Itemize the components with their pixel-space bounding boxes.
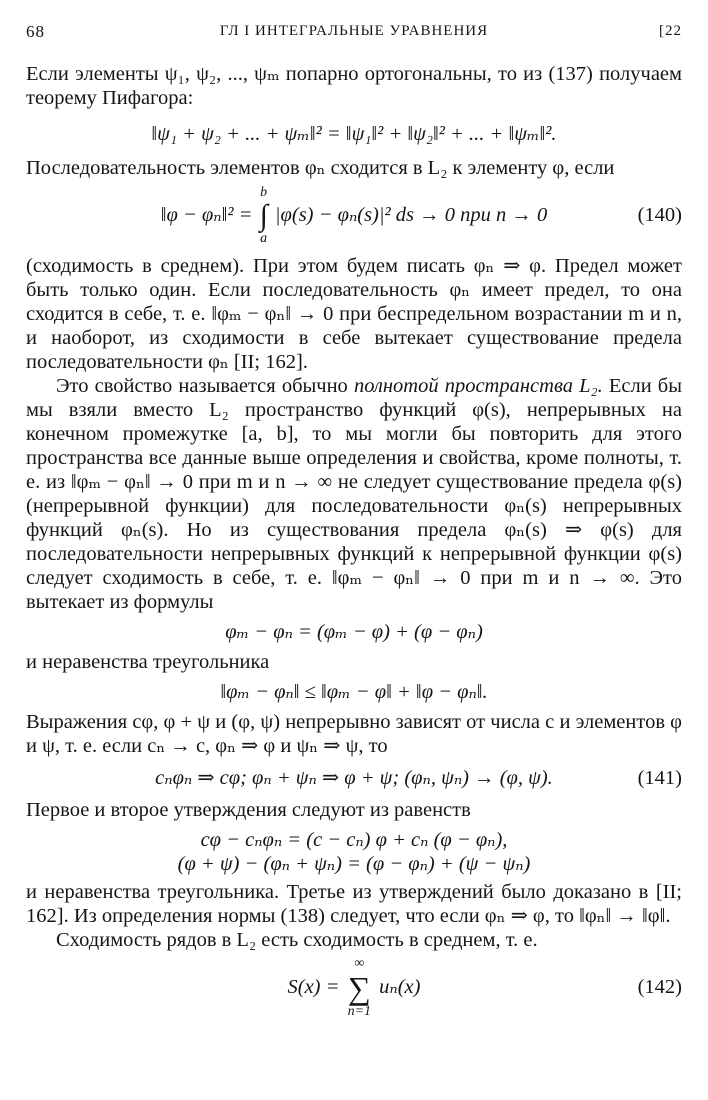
- running-header: [26, 22, 682, 44]
- integral-lower-limit: a: [260, 231, 268, 247]
- page-body: [26, 62, 682, 1020]
- completeness-term: полнотой пространства L₂.: [353, 375, 603, 397]
- page-number: 68: [26, 22, 45, 41]
- paragraph-completeness: [26, 374, 682, 614]
- eq140-integrand: |φ(s) − φₙ(s)|² ds → 0 при n → 0: [274, 204, 548, 226]
- eq142-right: uₙ(x): [379, 976, 421, 998]
- paragraph-triangle-intro: и неравенства треугольника: [26, 651, 270, 673]
- equation-142: [26, 954, 682, 1020]
- equation-split: φₘ − φₙ = (φₘ − φ) + (φ − φₙ): [225, 621, 483, 643]
- paragraph-mean-convergence: (сходимость в среднем). При этом будем писать φₙ ⇒ φ. Предел может быть только один. Если последовательность φₙ имеет предел, то она сходится в себе, т. е. ‖φₘ − φₙ‖ → 0 при беспредельном возрастании m и n, и наоборот, из сходимости в себе вытекает существование предела последовательности φₙ [II; 162].: [26, 255, 682, 373]
- integral-sign: b ∫ a: [259, 185, 268, 247]
- summation-sign: ∞ ∑ n=1: [347, 956, 372, 1020]
- eq142-left: S(x) =: [287, 976, 340, 998]
- section-mark: [22: [659, 23, 682, 39]
- equation-triangle: ‖φₘ − φₙ‖ ≤ ‖φₘ − φ‖ + ‖φ − φₙ‖.: [220, 681, 488, 703]
- eq141-body: cₙφₙ ⇒ cφ; φₙ + ψₙ ⇒ φ + ψ; (φₙ, ψₙ) → (φ, ψ).: [155, 767, 553, 789]
- paragraph-first-second: Первое и второе утверждения следуют из равенств: [26, 799, 471, 821]
- paragraph-convergence-def: Последовательность элементов φₙ сходится в L₂ к элементу φ, если: [26, 157, 615, 179]
- equation-identity-2: (φ + ψ) − (φₙ + ψₙ) = (φ − φₙ) + (ψ − ψₙ): [177, 853, 531, 875]
- paragraph-triangle-proof: и неравенства треугольника. Третье из утверждений было доказано в [II; 162]. Из определения нормы (138) следует, что если φₙ ⇒ φ, то ‖φₙ‖ → ‖φ‖.: [26, 881, 682, 927]
- equation-140: [26, 184, 682, 246]
- completeness-lead: Это свойство называется обычно: [56, 375, 348, 397]
- completeness-body: Если бы мы взяли вместо L₂ пространство функций φ(s), непрерывных на конечном промежутке [a, b], то мы могли бы повторить для этого пространства все данные выше определения и свойства, кроме полноты, т. е. из ‖φₘ − φₙ‖ → 0 при m и n → ∞ не следует существование предела φ(s) (непрерывной функции) для последовательности φₙ(s) непрерывных функций φₙ(s). Но из существования предела φₙ(s) ⇒ φ(s) для последовательности непрерывных функций к непрерывной функции φ(s) следует сходимость в себе, т. е. ‖φₘ − φₙ‖ → 0 при m и n → ∞. Это вытекает из формулы: [26, 375, 683, 613]
- running-title: ГЛ I ИНТЕГРАЛЬНЫЕ УРАВНЕНИЯ: [219, 23, 489, 39]
- equation-number-142: (142): [637, 976, 682, 998]
- equation-number-140: (140): [637, 204, 682, 226]
- sum-lower-limit: n=1: [347, 1004, 372, 1020]
- equation-141: [26, 766, 682, 790]
- equation-pythagoras: ‖ψ₁ + ψ₂ + ... + ψₘ‖² = ‖ψ₁‖² + ‖ψ₂‖² + ... + ‖ψₘ‖².: [151, 123, 557, 145]
- paragraph-series-convergence: Сходимость рядов в L₂ есть сходимость в среднем, т. е.: [56, 929, 538, 951]
- paragraph-orthogonal: Если элементы ψ₁, ψ₂, ..., ψₘ попарно ортогональны, то из (137) получаем теорему Пифагора:: [26, 63, 682, 109]
- equation-identity-1: cφ − cₙφₙ = (c − cₙ) φ + cₙ (φ − φₙ),: [200, 829, 508, 851]
- integral-upper-limit: b: [260, 185, 268, 201]
- equation-number-141: (141): [637, 767, 682, 789]
- sum-upper-limit: ∞: [354, 956, 365, 972]
- eq140-left: ‖φ − φₙ‖² =: [160, 204, 253, 226]
- paragraph-continuity: Выражения cφ, φ + ψ и (φ, ψ) непрерывно зависят от числа c и элементов φ и ψ, т. е. если cₙ → c, φₙ ⇒ φ и ψₙ ⇒ ψ, то: [26, 711, 682, 757]
